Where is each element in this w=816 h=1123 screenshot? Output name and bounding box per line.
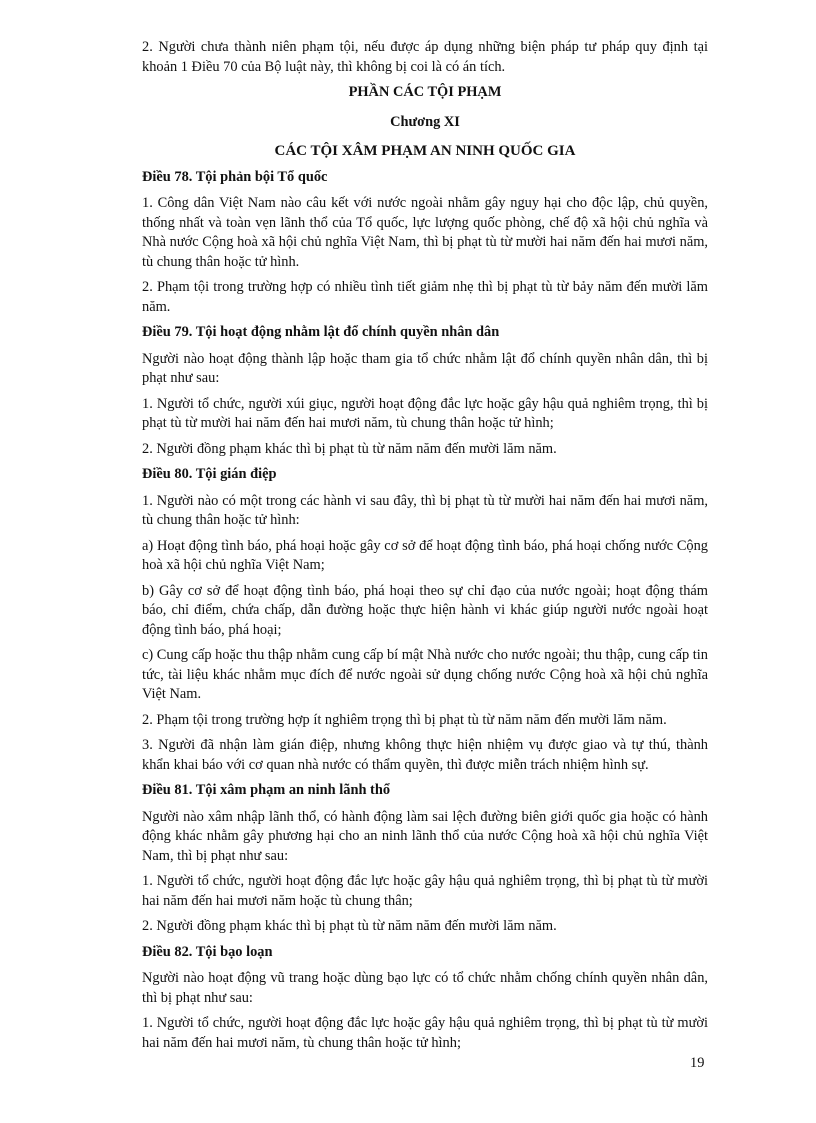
article-heading: Điều 82. Tội bạo loạn [142,943,273,960]
article-79 [142,323,708,459]
chapter-title: CÁC TỘI XÂM PHẠM AN NINH QUỐC GIA [274,143,576,159]
part-title: PHẦN CÁC TỘI PHẠM [348,84,502,100]
article-paragraph: 1. Người tổ chức, người hoạt động đắc lực hoặc gây hậu quả nghiêm trọng, thì bị phạt tù từ mười hai năm đến hai mươi năm hoặc tù chung thân; [142,873,708,909]
article-paragraph: 2. Phạm tội trong trường hợp có nhiều tình tiết giảm nhẹ thì bị phạt tù từ bảy năm đến mười lăm năm. [142,279,708,315]
article-82 [142,943,708,1054]
article-paragraph: 1. Người tổ chức, người xúi giục, người hoạt động đắc lực hoặc gây hậu quả nghiêm trọng, thì bị phạt tù từ mười hai năm đến hai mươi năm, tù chung thân hoặc tử hình; [142,395,708,431]
article-80 [142,465,708,775]
article-heading: Điều 81. Tội xâm phạm an ninh lãnh thổ [142,782,391,798]
article-paragraph: 2. Người đồng phạm khác thì bị phạt tù từ năm năm đến mười lăm năm. [142,918,557,934]
article-paragraph: 1. Công dân Việt Nam nào câu kết với nước ngoài nhằm gây nguy hại cho độc lập, chủ quyền, thống nhất và toàn vẹn lãnh thổ của Tổ quốc, lực lượng quốc phòng, chế độ xã hội chủ nghĩa và Nhà nước Cộng hoà xã hội chủ nghĩa Việt Nam, thì bị phạt tù từ mười hai năm đến hai mươi năm, tù chung thân hoặc tử hình. [142,195,708,270]
document-page [142,38,708,1059]
article-heading: Điều 79. Tội hoạt động nhằm lật đổ chính quyền nhân dân [142,324,500,340]
article-81 [142,781,708,937]
article-paragraph: 1. Người tổ chức, người hoạt động đắc lực hoặc gây hậu quả nghiêm trọng, thì bị phạt tù từ mười hai năm đến hai mươi năm, tù chung thân hoặc tử hình; [142,1015,708,1051]
article-paragraph: 2. Người đồng phạm khác thì bị phạt tù từ năm năm đến mười lăm năm. [142,440,557,457]
article-78 [142,168,708,318]
article-paragraph: b) Gây cơ sở để hoạt động tình báo, phá hoại theo sự chỉ đạo của nước ngoài; hoạt động thám báo, chỉ điểm, chứa chấp, dẫn đường hoặc thực hiện hành vi khác giúp người nước ngoài hoạt động tình báo, phá hoại; [142,582,708,638]
article-heading: Điều 78. Tội phản bội Tổ quốc [142,168,328,185]
article-paragraph: 1. Người nào có một trong các hành vi sau đây, thì bị phạt tù từ mười hai năm đến hai mươi năm, tù chung thân hoặc tử hình: [142,492,708,528]
intro-paragraph: 2. Người chưa thành niên phạm tội, nếu được áp dụng những biện pháp tư pháp quy định tại khoản 1 Điều 70 của Bộ luật này, thì không bị coi là có án tích. [142,39,708,75]
article-paragraph: 3. Người đã nhận làm gián điệp, nhưng không thực hiện nhiệm vụ được giao và tự thú, thành khẩn khai báo với cơ quan nhà nước có thẩm quyền, thì được miễn trách nhiệm hình sự. [142,737,708,773]
article-heading: Điều 80. Tội gián điệp [142,466,277,482]
article-paragraph: 2. Phạm tội trong trường hợp ít nghiêm trọng thì bị phạt tù từ năm năm đến mười lăm năm. [142,711,667,728]
article-paragraph: Người nào hoạt động thành lập hoặc tham gia tổ chức nhằm lật đổ chính quyền nhân dân, thì bị phạt như sau: [142,350,708,386]
chapter-number: Chương XI [390,113,460,130]
page-number: 19 [690,1055,705,1071]
article-paragraph: Người nào hoạt động vũ trang hoặc dùng bạo lực có tổ chức nhằm chống chính quyền nhân dân, thì bị phạt như sau: [142,970,708,1006]
article-paragraph: a) Hoạt động tình báo, phá hoại hoặc gây cơ sở để hoạt động tình báo, phá hoại chống nước Cộng hoà xã hội chủ nghĩa Việt Nam; [142,537,708,573]
article-paragraph: c) Cung cấp hoặc thu thập nhằm cung cấp bí mật Nhà nước cho nước ngoài; thu thập, cung cấp tin tức, tài liệu khác nhằm mục đích để nước ngoài sử dụng chống nước Cộng hoà xã hội chủ nghĩa Việt Nam. [142,647,708,702]
article-paragraph: Người nào xâm nhập lãnh thổ, có hành động làm sai lệch đường biên giới quốc gia hoặc có hành động khác nhằm gây phương hại cho an ninh lãnh thổ của nước Cộng hoà xã hội chủ nghĩa Việt Nam, thì bị phạt như sau: [142,808,708,864]
